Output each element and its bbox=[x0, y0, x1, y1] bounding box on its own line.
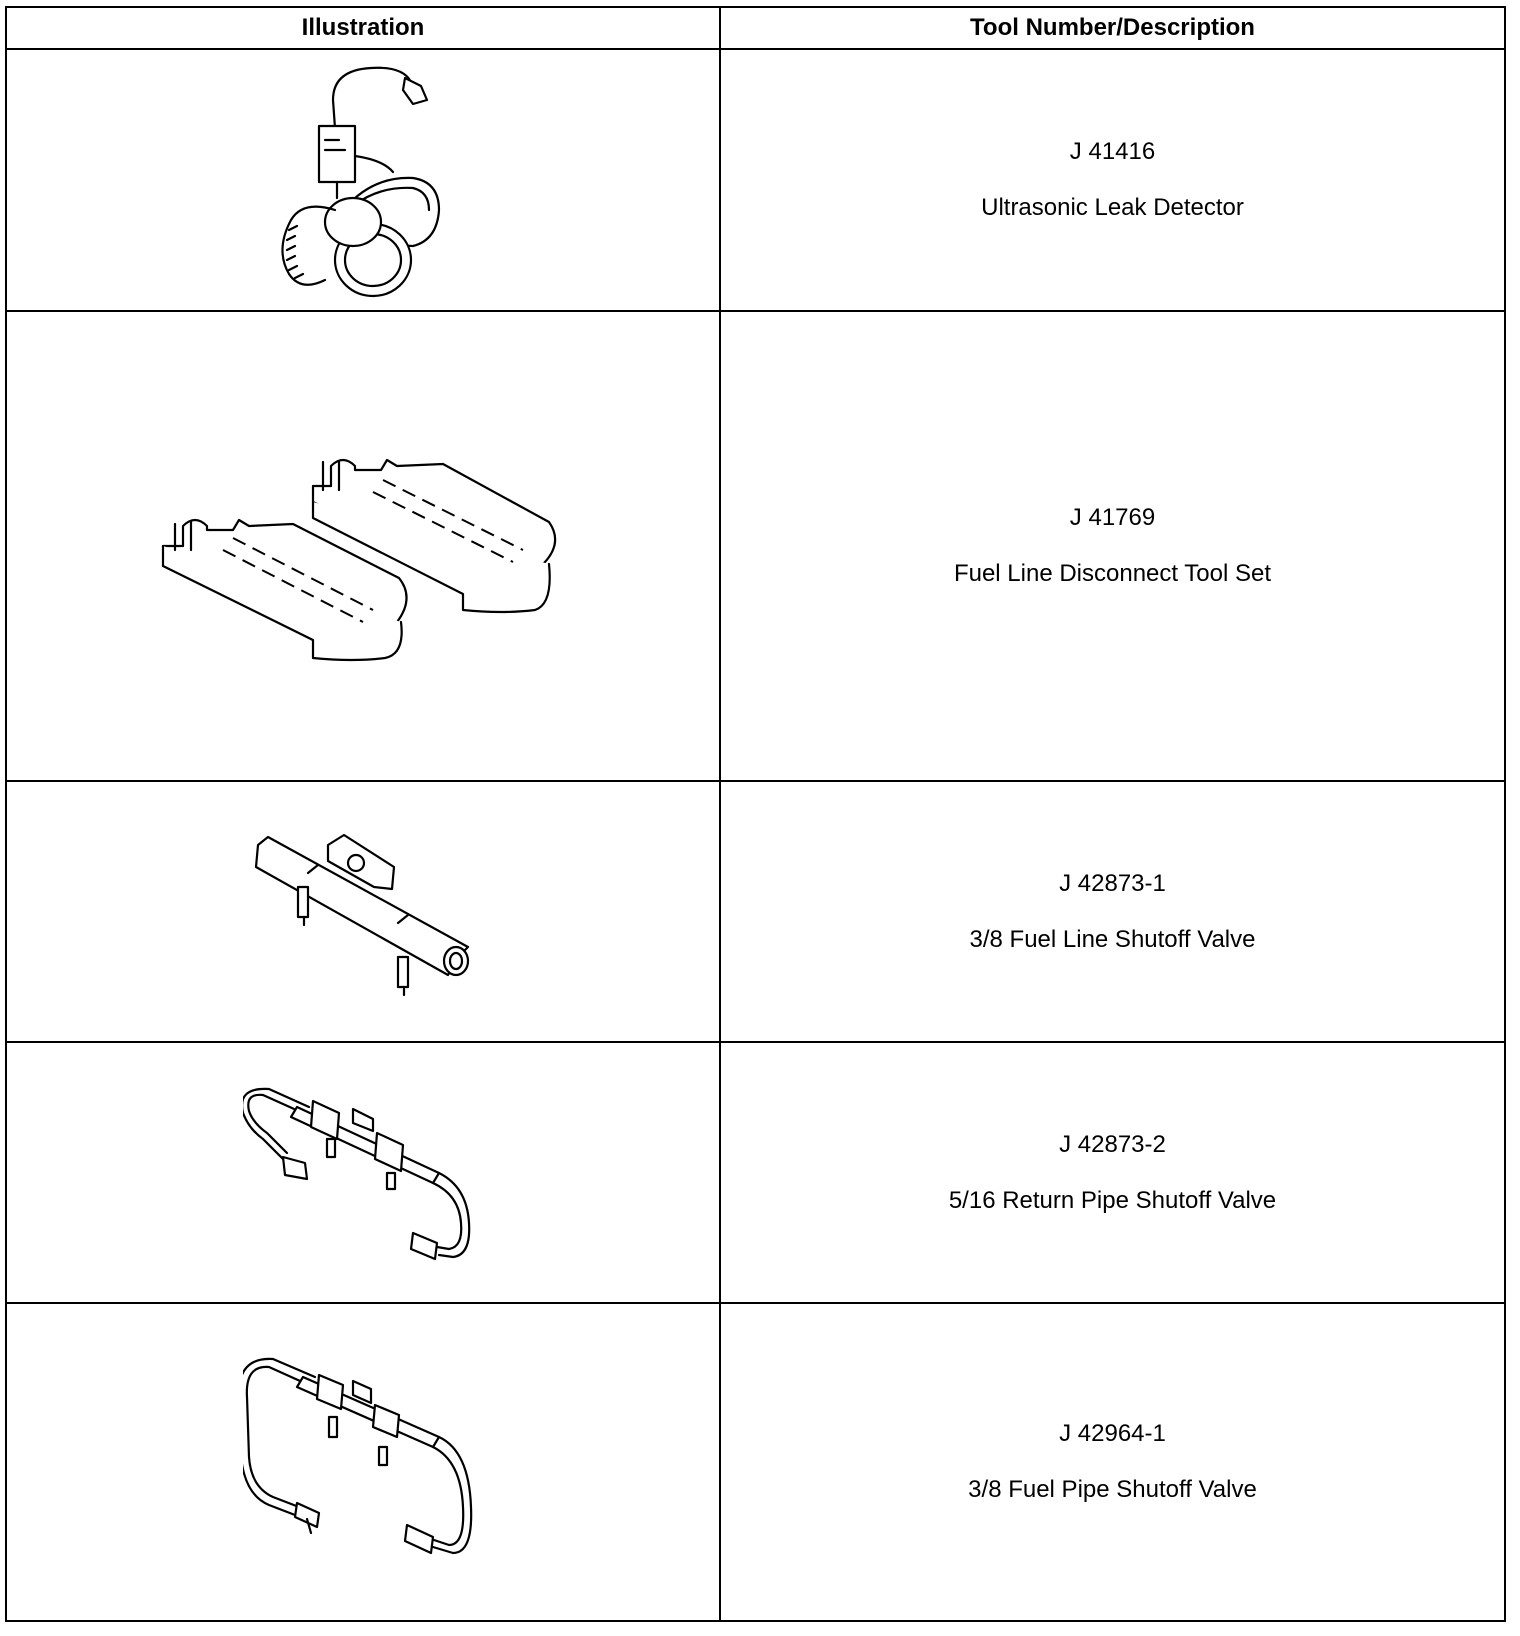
illustration-cell bbox=[6, 1303, 720, 1621]
description-cell bbox=[720, 49, 1505, 311]
illustration-cell bbox=[6, 311, 720, 781]
table-row bbox=[6, 1042, 1505, 1303]
table-row bbox=[6, 311, 1505, 781]
tool-number: J 42964-1 bbox=[1059, 1420, 1166, 1447]
tool-description: Fuel Line Disconnect Tool Set bbox=[953, 560, 1272, 587]
fuel-pipe-shutoff-valve-icon bbox=[243, 1357, 483, 1567]
header-illustration: Illustration bbox=[6, 7, 720, 49]
ultrasonic-leak-detector-icon bbox=[253, 60, 473, 300]
tool-table bbox=[5, 6, 1506, 1622]
table-row bbox=[6, 49, 1505, 311]
table-row bbox=[6, 781, 1505, 1042]
fuel-line-shutoff-valve-icon bbox=[248, 827, 478, 997]
tool-number: J 41416 bbox=[1069, 138, 1156, 165]
tool-description: Ultrasonic Leak Detector bbox=[981, 194, 1244, 221]
description-cell bbox=[720, 1042, 1505, 1303]
tool-description: 3/8 Fuel Pipe Shutoff Valve bbox=[968, 1476, 1257, 1503]
illustration-cell bbox=[6, 49, 720, 311]
tool-number: J 41769 bbox=[1069, 504, 1156, 531]
description-cell bbox=[720, 311, 1505, 781]
tool-description: 5/16 Return Pipe Shutoff Valve bbox=[948, 1186, 1277, 1214]
illustration-cell bbox=[6, 1042, 720, 1303]
tool-number: J 42873-1 bbox=[1059, 869, 1166, 897]
header-tool-number-description: Tool Number/Description bbox=[720, 7, 1505, 49]
fuel-line-disconnect-tool-set-icon bbox=[153, 426, 573, 666]
tool-description: 3/8 Fuel Line Shutoff Valve bbox=[969, 925, 1256, 953]
description-cell bbox=[720, 1303, 1505, 1621]
description-cell bbox=[720, 781, 1505, 1042]
return-pipe-shutoff-valve-icon bbox=[243, 1083, 483, 1263]
table-row bbox=[6, 1303, 1505, 1621]
illustration-cell bbox=[6, 781, 720, 1042]
tool-number: J 42873-2 bbox=[1059, 1130, 1166, 1158]
table-header-row bbox=[6, 7, 1505, 49]
